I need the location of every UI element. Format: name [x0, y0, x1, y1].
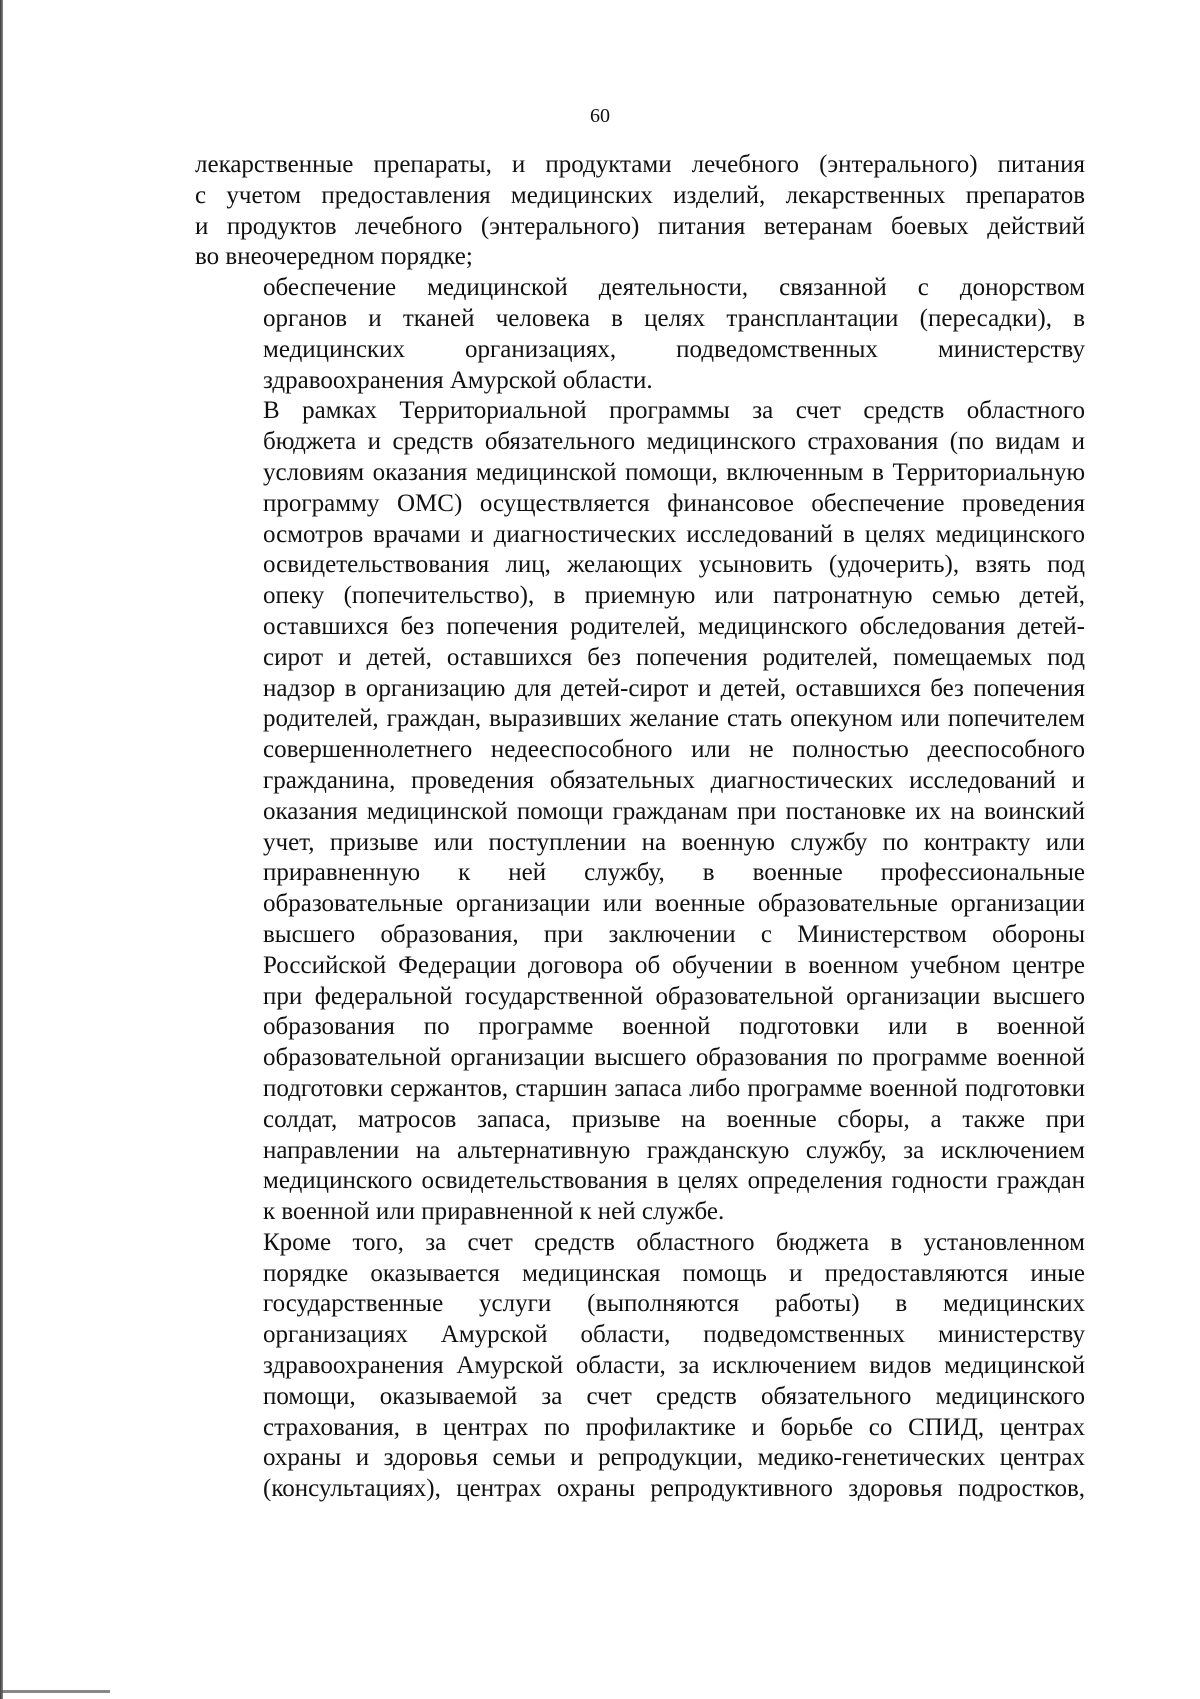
text-line: обеспечение медицинской деятельности, связанной с донорством — [263, 274, 1085, 302]
text-line: надзор в организацию для детей-сирот и детей, оставшихся без попечения — [263, 674, 1085, 702]
text-line: сирот и детей, оставшихся без попечения родителей, помещаемых под — [263, 643, 1085, 671]
paragraph — [195, 273, 1085, 396]
text-line: медицинских организациях, подведомственных министерству — [263, 335, 1085, 363]
text-line: опеку (попечительство), в приемную или патронатную семью детей, — [263, 582, 1085, 610]
text-line: помощи, оказываемой за счет средств обязательного медицинского — [263, 1382, 1085, 1410]
text-line: образовательные организации или военные образовательные организации — [263, 890, 1085, 918]
text-line: организациях Амурской области, подведомственных министерству — [263, 1321, 1085, 1349]
text-line: родителей, граждан, выразивших желание стать опекуном или попечителем — [263, 705, 1085, 733]
scan-bottom-mark — [0, 1690, 110, 1693]
text-line: с учетом предоставления медицинских изделий, лекарственных препаратов — [195, 181, 1085, 209]
text-line: осмотров врачами и диагностических исследований в целях медицинского — [263, 520, 1085, 548]
text-line: бюджета и средств обязательного медицинского страхования (по видам и — [263, 428, 1085, 456]
text-line: солдат, матросов запаса, призыве на военные сборы, а также при — [263, 1105, 1085, 1133]
text-line: к военной или приравненной к ней службе. — [263, 1198, 725, 1226]
text-line: совершеннолетнего недееспособного или не полностью дееспособного — [263, 736, 1085, 764]
text-line: страхования, в центрах по профилактике и борьбе со СПИД, центрах — [263, 1413, 1085, 1441]
scan-left-edge — [0, 0, 3, 1699]
text-line: высшего образования, при заключении с Министерством обороны — [263, 920, 1085, 948]
text-line: В рамках Территориальной программы за счет средств областного — [263, 397, 1085, 425]
text-line: гражданина, проведения обязательных диагностических исследований и — [263, 766, 1085, 794]
text-line: условиям оказания медицинской помощи, включенным в Территориальную — [263, 458, 1085, 486]
text-line: Кроме того, за счет средств областного бюджета в установленном — [263, 1228, 1085, 1256]
paragraph — [195, 150, 1085, 273]
text-line: государственные услуги (выполняются работы) в медицинских — [263, 1290, 1085, 1318]
text-line: Российской Федерации договора об обучении в военном учебном центре — [263, 951, 1085, 979]
text-line: и продуктов лечебного (энтерального) питания ветеранам боевых действий — [195, 212, 1085, 240]
text-line: образования по программе военной подготовки или в военной — [263, 1013, 1085, 1041]
paragraph — [195, 396, 1085, 1228]
paragraph — [195, 1228, 1085, 1505]
text-line: оставшихся без попечения родителей, медицинского обследования детей- — [263, 612, 1085, 640]
text-line: медицинского освидетельствования в целях определения годности граждан — [263, 1167, 1085, 1195]
text-line: программу ОМС) осуществляется финансовое обеспечение проведения — [263, 489, 1085, 517]
text-line: порядке оказывается медицинская помощь и предоставляются иные — [263, 1259, 1085, 1287]
text-line: (консультациях), центрах охраны репродуктивного здоровья подростков, — [263, 1475, 1085, 1503]
text-line: охраны и здоровья семьи и репродукции, медико-генетических центрах — [263, 1444, 1085, 1472]
text-line: во внеочередном порядке; — [195, 243, 473, 271]
text-line: направлении на альтернативную гражданскую службу, за исключением — [263, 1136, 1085, 1164]
text-line: учет, призыве или поступлении на военную службу по контракту или — [263, 828, 1085, 856]
text-line: освидетельствования лиц, желающих усыновить (удочерить), взять под — [263, 551, 1085, 579]
text-line: подготовки сержантов, старшин запаса либо программе военной подготовки — [263, 1074, 1085, 1102]
text-line: здравоохранения Амурской области. — [263, 366, 653, 394]
text-line: при федеральной государственной образовательной организации высшего — [263, 982, 1085, 1010]
document-body — [195, 150, 1085, 1505]
text-line: здравоохранения Амурской области, за исключением видов медицинской — [263, 1352, 1085, 1380]
text-line: оказания медицинской помощи гражданам при постановке их на воинский — [263, 797, 1085, 825]
text-line: лекарственные препараты, и продуктами лечебного (энтерального) питания — [195, 151, 1085, 178]
page-number: 60 — [590, 105, 610, 127]
text-line: органов и тканей человека в целях трансплантации (пересадки), в — [263, 304, 1085, 332]
text-line: образовательной организации высшего образования по программе военной — [263, 1044, 1085, 1072]
text-line: приравненную к ней службу, в военные профессиональные — [263, 859, 1085, 887]
